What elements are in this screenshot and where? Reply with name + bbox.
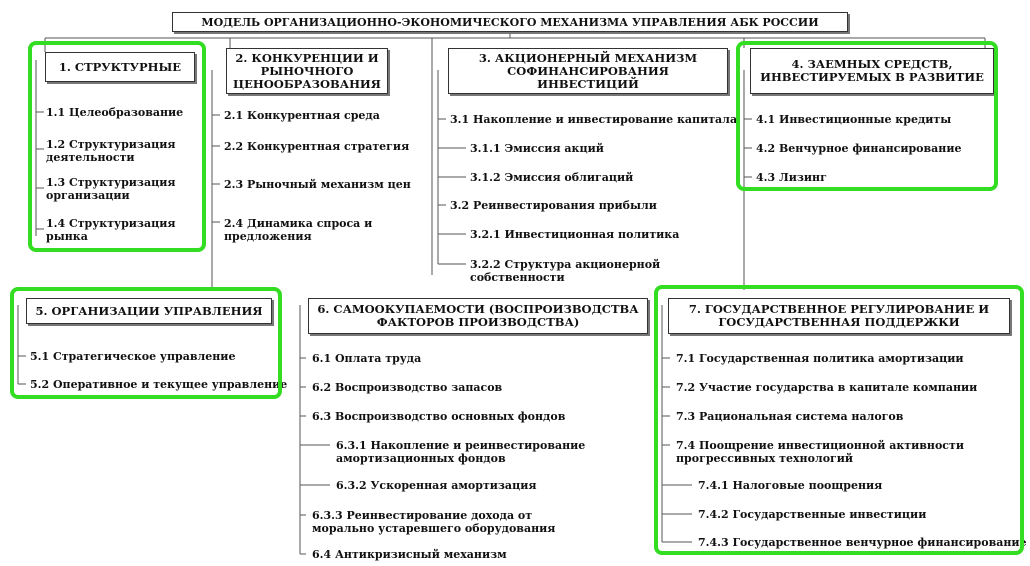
block-7-header: 7. ГОСУДАРСТВЕННОЕ РЕГУЛИРОВАНИЕ И ГОСУДАРСТВЕННАЯ ПОДДЕРЖКИ: [668, 298, 1010, 334]
block-3-item-4: 3.2 Реинвестирования прибыли: [450, 199, 657, 212]
block-5-item-1: 5.1 Стратегическое управление: [30, 350, 236, 363]
block-2-item-3: 2.3 Рыночный механизм цен: [224, 178, 411, 191]
block-7-item-4: 7.4 Поощрение инвестиционной активности прогрессивных технологий: [676, 439, 964, 465]
block-6-item-5: 6.3.2 Ускоренная амортизация: [336, 479, 537, 492]
block-6-item-4: 6.3.1 Накопление и реинвестирование амортизационных фондов: [336, 439, 586, 465]
highlight-block-1: [28, 41, 206, 252]
block-3-header: 3. АКЦИОНЕРНЫЙ МЕХАНИЗМ СОФИНАНСИРОВАНИЯ ИНВЕСТИЦИЙ: [448, 48, 728, 94]
block-4-item-1: 4.1 Инвестиционные кредиты: [756, 113, 952, 126]
block-3-item-2: 3.1.1 Эмиссия акций: [470, 142, 604, 155]
block-3-item-1: 3.1 Накопление и инвестирование капитала: [450, 113, 738, 126]
block-6-header: 6. САМООКУПАЕМОСТИ (ВОСПРОИЗВОДСТВА ФАКТОРОВ ПРОИЗВОДСТВА): [308, 298, 648, 334]
block-1-item-1: 1.1 Целеобразование: [46, 106, 184, 119]
block-1-item-4: 1.4 Структуризация рынка: [46, 217, 176, 243]
block-3-item-6: 3.2.2 Структура акционерной собственности: [470, 258, 661, 284]
block-2-item-2: 2.2 Конкурентная стратегия: [224, 140, 410, 153]
block-5-header: 5. ОРГАНИЗАЦИИ УПРАВЛЕНИЯ: [26, 298, 272, 324]
block-7-item-3: 7.3 Рациональная система налогов: [676, 410, 904, 423]
highlight-block-4: [736, 41, 998, 191]
block-2-item-4: 2.4 Динамика спроса и предложения: [224, 217, 373, 243]
diagram-title: МОДЕЛЬ ОРГАНИЗАЦИОННО-ЭКОНОМИЧЕСКОГО МЕХАНИЗМА УПРАВЛЕНИЯ АБК РОССИИ: [172, 12, 848, 32]
block-3-item-5: 3.2.1 Инвестиционная политика: [470, 228, 680, 241]
highlight-block-7: [654, 285, 1024, 555]
block-7-item-6: 7.4.2 Государственные инвестиции: [698, 508, 927, 521]
highlight-block-5: [10, 287, 282, 399]
block-6-item-2: 6.2 Воспроизводство запасов: [312, 381, 503, 394]
block-7-item-5: 7.4.1 Налоговые поощрения: [698, 479, 883, 492]
block-4-header: 4. ЗАЕМНЫХ СРЕДСТВ, ИНВЕСТИРУЕМЫХ В РАЗВИТИЕ: [750, 48, 994, 94]
block-7-item-1: 7.1 Государственная политика амортизации: [676, 352, 964, 365]
block-3-item-3: 3.1.2 Эмиссия облигаций: [470, 171, 634, 184]
block-4-item-3: 4.3 Лизинг: [756, 171, 827, 184]
block-2-header: 2. КОНКУРЕНЦИИ И РЫНОЧНОГО ЦЕНООБРАЗОВАНИЯ: [226, 48, 388, 94]
block-6-item-1: 6.1 Оплата труда: [312, 352, 422, 365]
block-2-item-1: 2.1 Конкурентная среда: [224, 109, 380, 122]
block-6-item-7: 6.4 Антикризисный механизм: [312, 548, 507, 561]
block-6-item-6: 6.3.3 Реинвестирование дохода от морально устаревшего оборудования: [312, 509, 556, 535]
block-1-item-2: 1.2 Структуризация деятельности: [46, 138, 176, 164]
block-1-header: 1. СТРУКТУРНЫЕ: [45, 52, 195, 82]
block-7-item-2: 7.2 Участие государства в капитале компании: [676, 381, 978, 394]
block-5-item-2: 5.2 Оперативное и текущее управление: [30, 378, 288, 391]
block-1-item-3: 1.3 Структуризация организации: [46, 176, 176, 202]
block-7-item-7: 7.4.3 Государственное венчурное финансирование: [698, 536, 1027, 549]
block-6-item-3: 6.3 Воспроизводство основных фондов: [312, 410, 566, 423]
block-4-item-2: 4.2 Венчурное финансирование: [756, 142, 962, 155]
